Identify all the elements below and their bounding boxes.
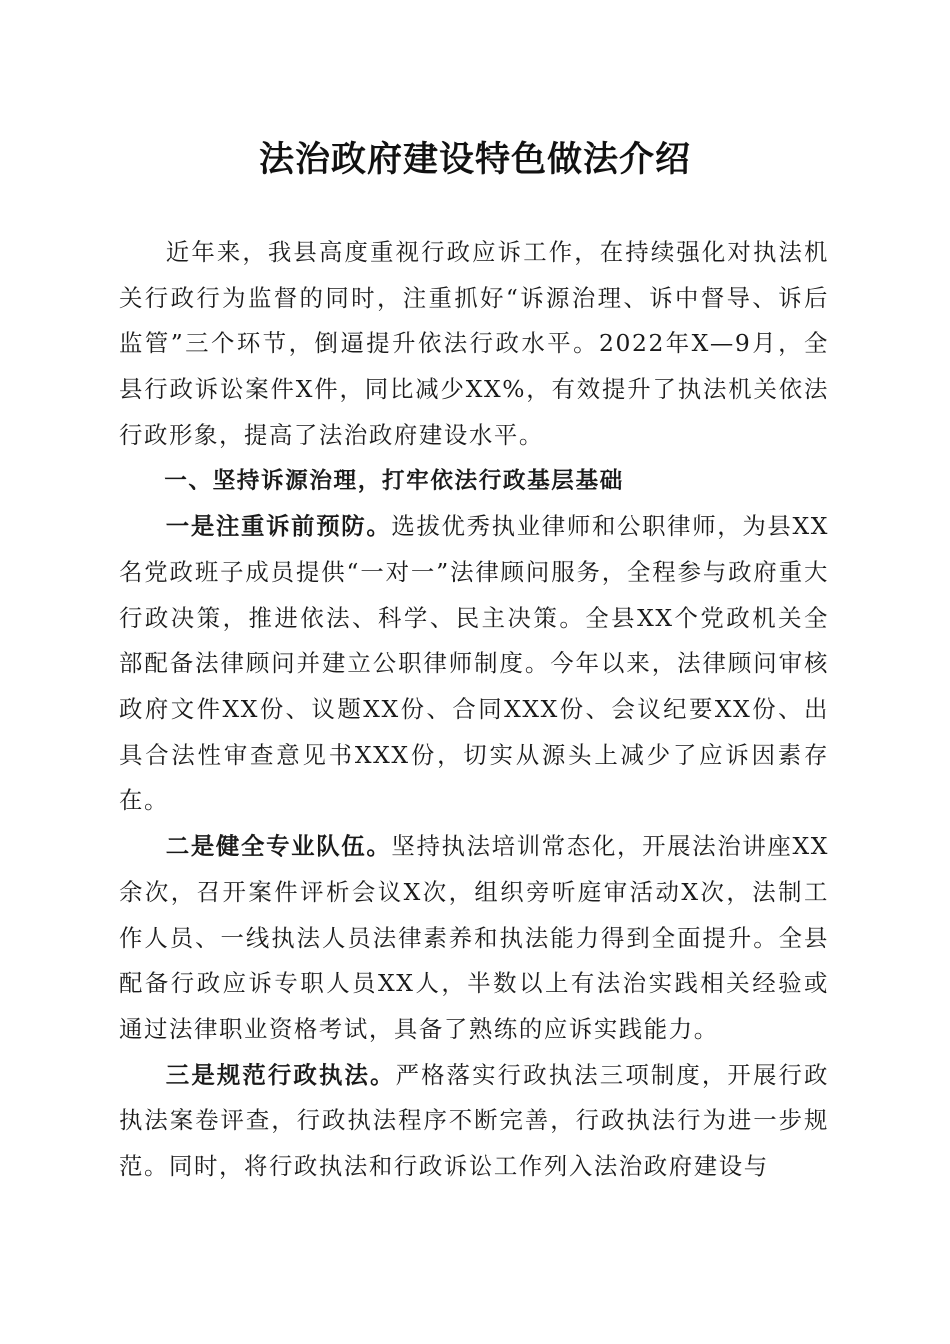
item-lead-3: 三是规范行政执法。 <box>165 1060 396 1089</box>
section-heading: 一、坚持诉源治理，打牢依法行政基层基础 <box>164 467 624 494</box>
item-paragraph-3 <box>119 1053 829 1190</box>
item-lead-1: 一是注重诉前预防。 <box>165 512 392 541</box>
item-text-3: 严格落实行政执法三项制度，开展行政执法案卷评查，行政执法程序不断完善，行政执法行为进一步规范。同时，将行政执法和行政诉讼工作列入法治政府建设与 <box>119 1060 830 1181</box>
item-paragraph-1 <box>119 504 829 824</box>
item-lead-2: 二是健全专业队伍。 <box>165 832 392 861</box>
document-title: 法治政府建设特色做法介绍 <box>258 139 691 180</box>
item-text-2: 坚持执法培训常态化，开展法治讲座XX余次，召开案件评析会议X次，组织旁听庭审活动X次，法制工作人员、一线执法人员法律素养和执法能力得到全面提升。全县配备行政应诉专职人员XX人，半数以上有法治实践相关经验或通过法律职业资格考试，具备了熟练的应诉实践能力。 <box>119 832 829 1043</box>
item-text-1: 选拔优秀执业律师和公职律师，为县XX名党政班子成员提供“一对一”法律顾问服务，全程参与政府重大行政决策，推进依法、科学、民主决策。全县XX个党政机关全部配备法律顾问并建立公职律师制度。今年以来，法律顾问审核政府文件XX份、议题XX份、合同XXX份、会议纪要XX份、出具合法性审查意见书XXX份，切实从源头上减少了应诉因素存在。 <box>119 512 829 815</box>
document-body <box>119 230 829 1190</box>
intro-paragraph: 近年来，我县高度重视行政应诉工作，在持续强化对执法机关行政行为监督的同时，注重抓好“诉源治理、诉中督导、诉后监管”三个环节，倒逼提升依法行政水平。2022年X—9月，全县行政诉讼案件X件，同比减少XX%，有效提升了执法机关依法行政形象，提高了法治政府建设水平。 <box>119 238 829 449</box>
item-paragraph-2 <box>119 824 829 1053</box>
